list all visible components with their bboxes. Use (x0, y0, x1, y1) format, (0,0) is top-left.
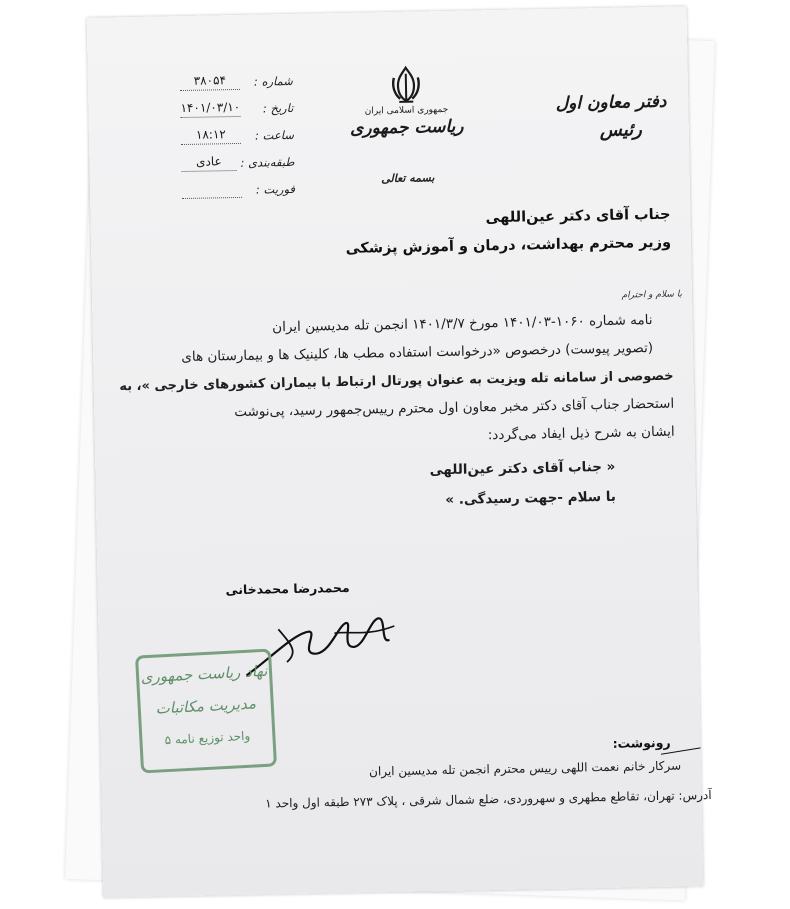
field-date-label: تاریخ : (262, 100, 294, 116)
body-line-3: خصوصی از سامانه تله ویزیت به عنوان پورتال ارتباط با بیماران کشورهای خارجی »، به (119, 368, 674, 395)
field-number-value: ۳۸۰۵۴ (193, 73, 227, 88)
quote-line-2: با سلام -جهت رسیدگی. » (445, 488, 617, 509)
letterhead-presidency: ریاست جمهوری (349, 116, 464, 139)
basmala: بسمه تعالی (381, 171, 435, 186)
field-classification-value: عادی (195, 154, 222, 169)
greeting: با سلام و احترام (621, 289, 683, 301)
distribution-stamp (135, 649, 277, 774)
signatory-name: محمدرضا محمدخانی (225, 579, 350, 598)
office-subtitle: رئیس (599, 119, 643, 142)
body-line-4: استحضار جناب آقای دکتر مخبر معاون اول محترم رییس‌جمهور رسید، پی‌نوشت (234, 395, 675, 421)
body-line-2: (تصویر پیوست) درخصوص «درخواست استفاده مطب ها، کلینیک ها و بیمارستان های (181, 340, 654, 366)
office-title: دفتر معاون اول (555, 91, 667, 114)
field-time-label: ساعت : (254, 127, 295, 143)
letterhead-country: جمهوری اسلامی ایران (364, 104, 449, 117)
field-classification-label: طبقه‌بندی : (240, 154, 295, 170)
addressee-title: وزیر محترم بهداشت، درمان و آموزش پزشکی (345, 234, 672, 257)
body-line-1: نامه شماره ۱۰۶۰-۱۴۰۱/۰۳ مورخ ۱۴۰۱/۳/۷ انجمن تله مدیسین ایران (272, 312, 653, 336)
field-urgency-label: فوریت : (255, 181, 296, 197)
quote-line-1: « جناب آقای دکتر عین‌اللهی (429, 458, 616, 479)
cc-line: سرکار خانم نعمت اللهی رییس محترم انجمن تله مدیسین ایران (368, 758, 682, 779)
stamp-line-1: نهاد ریاست جمهوری (140, 661, 268, 687)
address-line: آدرس: تهران، تقاطع مطهری و سهروردی، ضلع شمال شرقی ، پلاک ۲۷۳ طبقه اول واحد ۱ (265, 787, 712, 811)
stamp-line-3: واحد توزیع نامه ۵ (164, 728, 251, 748)
body-line-5: ایشان به شرح ذیل ایفاد می‌گردد: (487, 423, 675, 444)
field-urgency-value (182, 181, 242, 182)
iran-emblem-icon (388, 63, 425, 104)
stamp-line-2: مدیریت مکاتبات (155, 694, 257, 718)
field-time-value: ۱۸:۱۲ (195, 127, 226, 142)
field-number-label: شماره : (253, 73, 293, 89)
addressee-name: جناب آقای دکتر عین‌اللهی (485, 206, 671, 227)
field-date-value: ۱۴۰۱/۰۳/۱۰ (180, 99, 241, 116)
cc-title: رونوشت: (612, 734, 671, 751)
